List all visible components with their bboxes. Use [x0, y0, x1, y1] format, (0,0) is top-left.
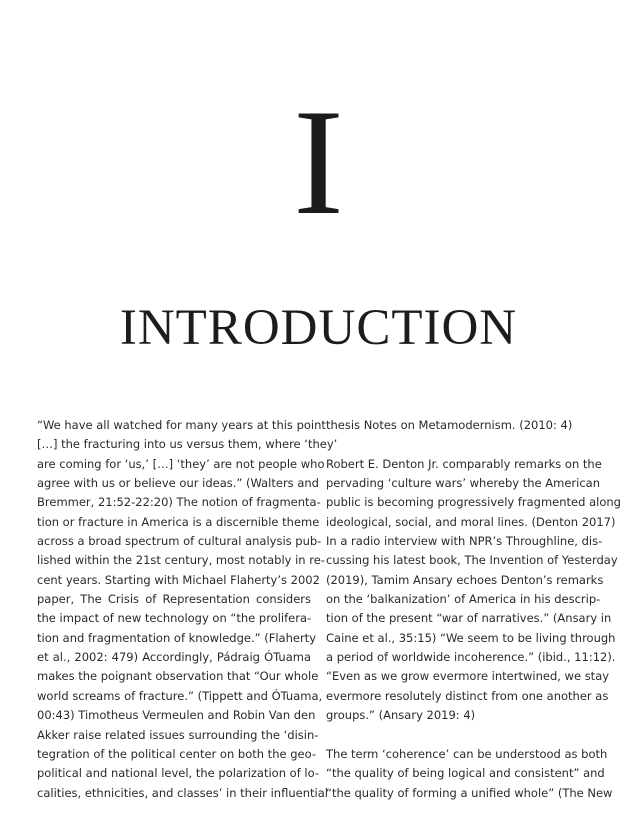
- text-line: “the quality of forming a unified whole” (The New: [326, 785, 613, 800]
- chapter-number: I: [293, 78, 344, 246]
- text-line: Bremmer, 21:52-22:20) The notion of fragmenta-: [37, 495, 321, 510]
- text-line: […] the fracturing into us versus them, where ‘they’: [37, 437, 338, 452]
- text-line: Robert E. Denton Jr. comparably remarks on the: [326, 456, 602, 471]
- text-line: “Even as we grow evermore intertwined, we stay: [326, 669, 610, 684]
- text-line: political and national level, the polarization of lo-: [37, 766, 319, 781]
- text-line: (2019), Tamim Ansary echoes Denton’s remarks: [326, 572, 604, 587]
- text-line: tion or fracture in America is a discernible theme: [37, 514, 320, 529]
- text-line: cent years. Starting with Michael Flaherty’s 2002: [37, 572, 320, 587]
- body-column-right: [326, 416, 621, 803]
- text-line: tion of the present “war of narratives.” (Ansary in: [326, 611, 612, 626]
- text-line: world screams of fracture.” (Tippett and ÓTuama,: [37, 688, 323, 703]
- text-line: makes the poignant observation that “Our whole: [37, 669, 319, 684]
- text-line: “We have all watched for many years at this point: [37, 418, 326, 432]
- text-line: on the ‘balkanization’ of America in his descrip-: [326, 592, 601, 607]
- text-line: groups.” (Ansary 2019: 4): [326, 708, 476, 723]
- text-line: 00:43) Timotheus Vermeulen and Robin Van den: [37, 708, 316, 723]
- text-line: thesis Notes on Metamodernism. (2010: 4): [326, 418, 573, 432]
- body-column-left: [37, 416, 338, 803]
- text-line: tion and fragmentation of knowledge.” (Flaherty: [37, 630, 316, 645]
- text-line: cussing his latest book, The Invention of Yesterday: [326, 553, 618, 568]
- text-line: agree with us or believe our ideas.” (Walters and: [37, 476, 319, 491]
- text-line: across a broad spectrum of cultural analysis pub-: [37, 534, 322, 549]
- text-line: evermore resolutely distinct from one another as: [326, 688, 609, 703]
- text-line: tegration of the political center on both the geo-: [37, 746, 316, 761]
- text-line: paper, The Crisis of Representation considers: [37, 592, 311, 607]
- text-line: public is becoming progressively fragmented along: [326, 495, 621, 510]
- text-line: “the quality of being logical and consistent” and: [326, 766, 605, 781]
- text-line: are coming for ‘us,’ […] ‘they’ are not people who: [37, 456, 325, 471]
- text-line: pervading ‘culture wars’ whereby the American: [326, 476, 600, 491]
- paragraph-break: [326, 726, 600, 745]
- text-line: calities, ethnicities, and classes’ in their influential: [37, 785, 328, 800]
- paragraph-break: [326, 435, 600, 454]
- text-line: a period of worldwide incoherence.” (ibid., 11:12).: [326, 650, 616, 665]
- text-line: et al., 2002: 479) Accordingly, Pádraig ÓTuama: [37, 650, 311, 665]
- text-line: Caine et al., 35:15) “We seem to be living through: [326, 630, 616, 645]
- text-line: the impact of new technology on “the prolifera-: [37, 611, 312, 626]
- chapter-title: INTRODUCTION: [119, 300, 518, 356]
- text-line: lished within the 21st century, most notably in re-: [37, 553, 325, 568]
- text-line: The term ‘coherence’ can be understood as both: [326, 746, 608, 761]
- text-line: In a radio interview with NPR’s Throughline, dis-: [326, 534, 603, 549]
- text-line: ideological, social, and moral lines. (Denton 2017): [326, 514, 616, 529]
- text-line: Akker raise related issues surrounding the ‘disin-: [37, 727, 319, 742]
